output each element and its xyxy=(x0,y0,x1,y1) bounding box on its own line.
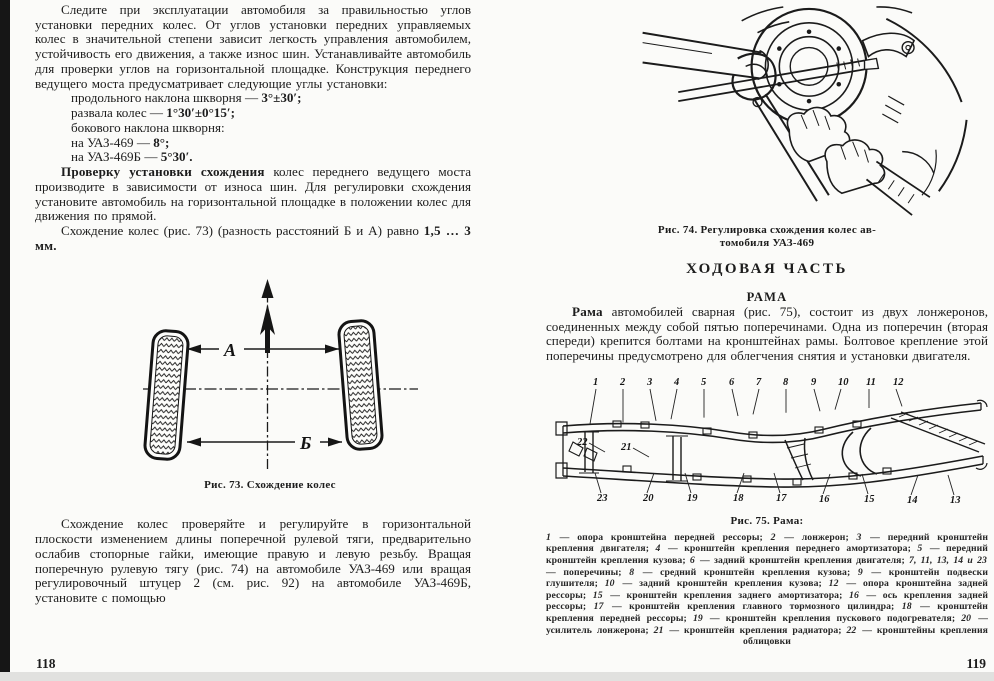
scan-edge-bottom xyxy=(0,672,994,681)
figure-callout-20: 20 xyxy=(643,492,654,504)
figure-callout-11: 11 xyxy=(866,376,876,388)
part-item: 1 — опора кронштейна передней рессоры; xyxy=(546,531,771,543)
callout-leader-line xyxy=(948,475,954,495)
figure-callout-10: 10 xyxy=(838,376,849,388)
dimension-b-label: Б xyxy=(300,433,312,454)
paragraph-toe-value-number: 1,5 … 3 мм. xyxy=(35,223,471,253)
figure-callout-16: 16 xyxy=(819,493,830,505)
figure-callout-21: 21 xyxy=(621,441,632,453)
callout-leader-line xyxy=(633,448,649,457)
part-item: 8 — средний кронштейн крепления кузова; xyxy=(629,566,858,578)
part-item: 2 — лонжерон; xyxy=(770,531,857,543)
paragraph-toe-value xyxy=(35,224,471,253)
figure-callout-6: 6 xyxy=(729,376,735,388)
part-item: 5 — передний кронштейн крепления кузова; xyxy=(546,543,988,566)
callout-leader-line xyxy=(590,389,596,424)
right-page xyxy=(546,2,988,648)
figure-74-toe-adjustment xyxy=(546,5,988,249)
callout-leader-line xyxy=(814,389,820,411)
figure-callout-13: 13 xyxy=(950,494,961,506)
part-item: 16 — ось крепления задней рессоры; xyxy=(546,589,989,613)
callout-leader-line xyxy=(650,389,656,421)
callout-leader-line xyxy=(835,389,841,410)
left-page xyxy=(35,3,471,606)
figure-callout-8: 8 xyxy=(783,376,789,388)
caption-line: томобиля УАЗ-469 xyxy=(719,236,815,249)
paragraph-toe-check xyxy=(35,165,471,224)
callout-leader-line xyxy=(862,474,868,494)
paragraph-toe-check-rest: колес переднего ведущего моста производите в зависимости от износа шин. Для регулировки схождения установите автомобиль на горизонтальной площадке в положении колес для движения по прямой. xyxy=(35,164,472,224)
right-tire xyxy=(338,320,383,450)
callout-leader-line xyxy=(896,389,902,406)
spec-line: развала колес — 1°30′±0°15′; xyxy=(71,105,235,121)
part-item: 17 — кронштейн крепления главного тормозного цилиндра; xyxy=(593,601,902,613)
part-item: 12 — опора кронштейна задней рессоры; xyxy=(546,578,988,601)
figure-75-caption: Рис. 75. Рама: xyxy=(730,514,804,527)
part-item: 9 — кронштейн подвески глушителя; xyxy=(546,566,988,590)
figure-callout-7: 7 xyxy=(756,376,762,388)
figure-73-caption: Рис. 73. Схождение колес xyxy=(204,479,336,492)
toe-adjustment-illustration xyxy=(641,5,986,218)
frame-figure xyxy=(553,376,989,511)
callout-leader-line xyxy=(671,389,677,419)
page-number-right: 119 xyxy=(966,656,986,671)
figure-callout-1: 1 xyxy=(593,376,599,388)
spec-line: на УАЗ-469 — 8°; xyxy=(71,134,170,150)
part-item: 4 — кронштейн крепления переднего амортизатора; xyxy=(655,543,918,555)
callout-leader-line xyxy=(595,473,601,493)
part-item: 6 — задний кронштейн крепления двигателя; xyxy=(689,555,910,566)
spec-line: на УАЗ-469Б — 5°30′. xyxy=(71,149,193,165)
part-item: 21 — кронштейн крепления радиатора; xyxy=(653,624,847,636)
callout-leader-line xyxy=(737,473,744,493)
direction-arrow-icon xyxy=(262,279,274,298)
alignment-spec-list xyxy=(35,91,471,165)
spec-line: продольного наклона шкворня — 3°±30′; xyxy=(71,90,302,106)
callout-leader-line xyxy=(774,473,780,493)
toe-in-diagram xyxy=(135,277,425,472)
part-item: 10 — задний кронштейн крепления кузова; xyxy=(604,578,829,590)
dimension-a xyxy=(187,337,339,360)
part-item: 22 — кронштейны крепления облицовки xyxy=(743,624,988,648)
figure-callout-18: 18 xyxy=(733,492,744,504)
figure-74-caption xyxy=(546,224,988,249)
paragraph-wheel-angles: Следите при эксплуатации автомобиля за правильностью углов установки передних колес. От углов установки передних управляемых колес в значительной степени зависит легкость управления автомобилем, устойчивость его движения, а также износ шин. Устанавливайте автомобиль для проверки углов на горизонтальной площадке. Конструкция переднего ведущего моста предусматривает следующие углы установки: xyxy=(35,2,471,91)
figure-callout-3: 3 xyxy=(647,376,653,388)
dimension-b xyxy=(187,430,342,453)
subsection-title: РАМА xyxy=(746,290,788,304)
part-item: 19 — кронштейн крепления пускового подогревателя; xyxy=(692,612,962,624)
paragraph-toe-value-text: Схождение колес (рис. 73) (разность расстояний Б и А) равно xyxy=(61,223,424,239)
callout-leader-line xyxy=(732,389,738,416)
paragraph-toe-adjust: Схождение колес проверяйте и регулируйте в горизонтальной плоскости изменением длины поперечной рулевой тяги, предварительно ослабив стопорные гайки, имеющие правую и левую резьбу. Вращая поперечную рулевую тягу (рис. 74) на автомобиле УАЗ-469 или вращая регулировочный штуцер 2 (см. рис. 92) на автомобиле УАЗ-469Б, установите с помощью xyxy=(35,516,471,605)
paragraph-toe-check-lead: Проверку установки схождения xyxy=(61,164,265,180)
figure-callout-17: 17 xyxy=(776,492,787,504)
part-item: 3 — передний кронштейн крепления двигателя; xyxy=(546,531,989,555)
figure-callout-5: 5 xyxy=(701,376,707,388)
figure-75-frame xyxy=(546,376,988,527)
caption-line: Рис. 74. Регулировка схождения колес ав- xyxy=(657,224,877,236)
callout-leader-line xyxy=(911,475,918,495)
figure-callout-19: 19 xyxy=(687,492,698,504)
figure-callout-9: 9 xyxy=(811,376,817,388)
scan-edge-left xyxy=(0,0,10,672)
paragraph-frame xyxy=(546,305,988,364)
figure-callout-23: 23 xyxy=(597,492,608,504)
part-item: 18 — кронштейн крепления передней рессоры; xyxy=(546,601,988,624)
part-item: 7, 11, 13, 14 и 23 — поперечины; xyxy=(546,555,987,578)
part-item: 15 — кронштейн крепления заднего амортизатора; xyxy=(592,589,849,601)
part-item: 20 — усилитель лонжерона; xyxy=(546,612,988,636)
paragraph-frame-rest: автомобилей сварная (рис. 75), состоит из двух лонжеронов, соединенных между собой пятью поперечинами. Одна из поперечин (вторая спереди) крепится болтами на кронштейнах рамы. Болтовое крепление этой поперечины предусмотрено для облегчения снятия и установки двигателя. xyxy=(546,304,988,364)
figure-73-toe-in-diagram xyxy=(35,277,471,491)
callout-leader-line xyxy=(823,474,830,494)
callout-leader-line xyxy=(647,473,654,493)
figure-callout-15: 15 xyxy=(864,493,875,505)
page-number-left: 118 xyxy=(36,656,56,671)
figure-callout-14: 14 xyxy=(907,494,918,506)
figure-callout-22: 22 xyxy=(577,436,588,448)
dimension-a-label: А xyxy=(224,340,237,361)
paragraph-frame-lead: Рама xyxy=(572,304,603,319)
figure-callout-4: 4 xyxy=(674,376,680,388)
frame-illustration xyxy=(553,376,989,511)
section-title: ХОДОВАЯ ЧАСТЬ xyxy=(686,261,848,277)
callout-leader-line xyxy=(753,389,759,414)
figure-callout-12: 12 xyxy=(893,376,904,388)
left-tire xyxy=(144,330,189,460)
direction-dart-icon xyxy=(260,304,275,353)
spec-line: бокового наклона шкворня: xyxy=(71,119,225,135)
figure-callout-2: 2 xyxy=(620,376,626,388)
figure-75-parts-list xyxy=(546,532,988,648)
